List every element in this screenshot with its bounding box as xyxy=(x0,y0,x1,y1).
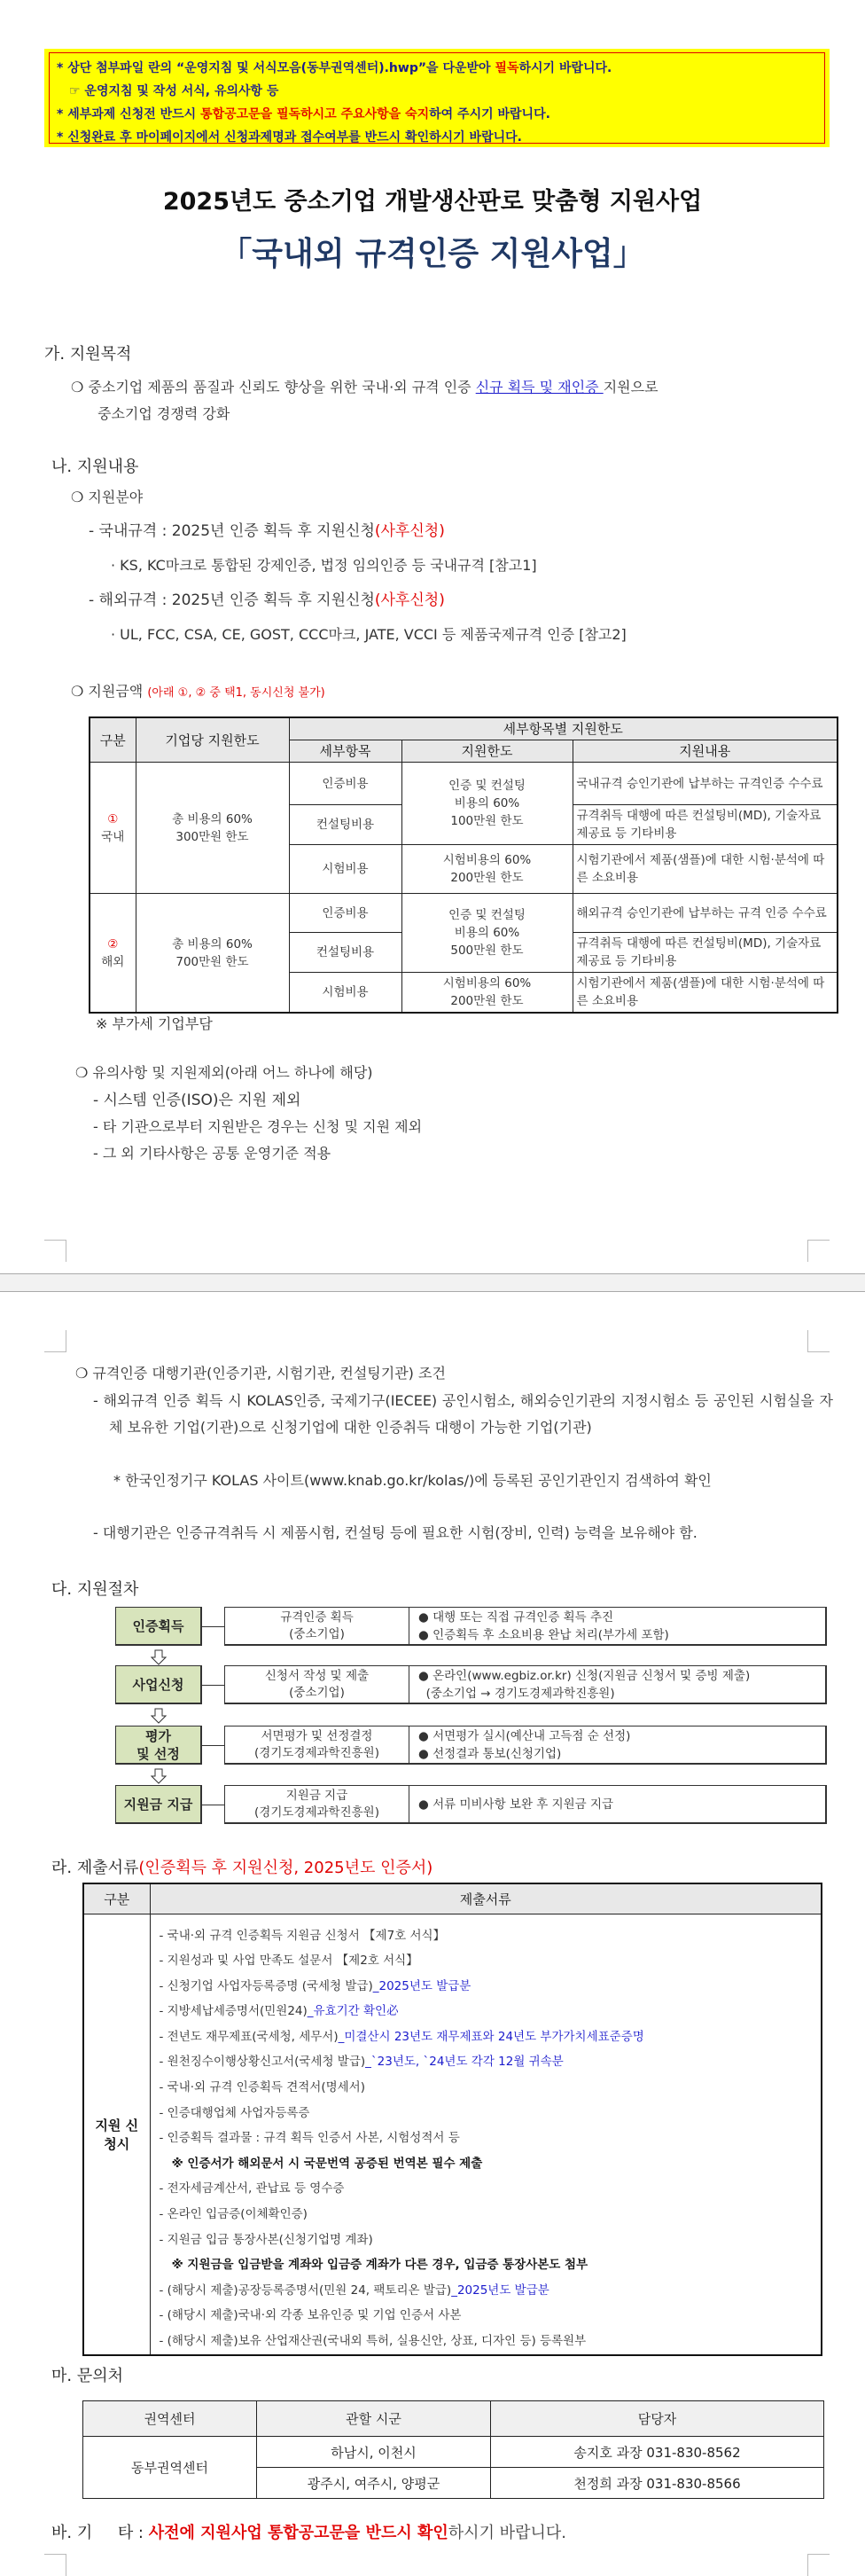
procedure-step: 지원금 지급 xyxy=(115,1785,202,1824)
document-item: - 인증획득 결과물 : 규격 획득 인증서 사본, 시험성적서 등 xyxy=(159,2131,460,2146)
page-corner-mark xyxy=(807,1240,830,1262)
table-row: 시험비용 시험비용의 60% 200만원 한도 시험기관에서 제품(샘플)에 대한 시험·분석에 따른 소요비용 xyxy=(90,845,838,894)
document-item: - 지원성과 및 사업 만족도 설문서 【제2호 서식】 xyxy=(159,1954,418,1969)
page-corner-mark xyxy=(44,2554,66,2576)
page-corner-mark xyxy=(44,1330,66,1352)
domestic-line: - 국내규격 : 2025년 인증 획득 후 지원신청(사후신청) xyxy=(89,522,445,540)
notice-line-2: ☞ 운영지침 및 작성 서식, 유의사항 등 xyxy=(69,84,279,98)
section-heading-purpose: 가. 지원목적 xyxy=(44,345,132,364)
procedure-detail: 규격인증 획득 (중소기업) ● 대행 또는 직접 규격인증 획득 추진 ● 인증획득 후 소요비용 완납 처리(부가세 포함) xyxy=(224,1607,827,1646)
arrow-down-icon xyxy=(151,1768,167,1784)
procedure-desc: ● 대행 또는 직접 규격인증 획득 추진 xyxy=(418,1609,614,1625)
table-row: 시험비용 시험비용의 60% 200만원 한도 시험기관에서 제품(샘플)에 대한 시험·분석에 따른 소요비용 xyxy=(90,973,838,1014)
arrow-down-icon xyxy=(151,1708,167,1724)
procedure-desc: (중소기업 → 경기도경제과학진흥원) xyxy=(418,1686,615,1701)
agency-item: - 대행기관은 인증규격취득 시 제품시험, 컨설팅 등에 필요한 시험(장비, 인력) 능력을 보유해야 함. xyxy=(93,1524,697,1541)
support-amount-table: 구분 기업당 지원한도 세부항목별 지원한도 세부항목 지원한도 지원내용 ① 국내 총 비용의 60% 300만원 한도 인증비용 인증 및 컨설팅 비용의 60% 100만원 한도 국내규격 승인기관에 납부하는 규격인증 수수료 컨설팅비용 규격취득 대행에 따른 컨설팅비(MD), 기술자료 제공료 등 기타비용 시험비용 시험비용의 60% 200만원 한도 시험기관에서 제품(샘플)에 대한 시험·분석에 따른 소요비용 ② 해외 총 비용의 60% 700만원 한도 인증비용 인증 및 컨설팅 비용의 60% 500만원 한도 해외규격 승인기관에 납부하는 규격 인증 수수료 컨설팅비용 규격취득 대행에 따른 컨설팅비(MD), 기술자료 제공료 등 기타비용 시험비용 시험비용의 60% 200만원 한도 시험기관에서 제품(샘플)에 대한 시험·분석에 따른 소요비용 xyxy=(89,716,838,1014)
document-item: - 원천징수이행상황신고서(국세청 발급)_`23년도, `24년도 각각 12월 귀속분 xyxy=(159,2055,564,2070)
section-heading-contact: 마. 문의처 xyxy=(51,2367,123,2385)
table-row: 동부권역센터 하남시, 이천시 송지호 과장 031-830-8562 xyxy=(83,2437,824,2468)
procedure-desc: ● 서류 미비사항 보완 후 지원금 지급 xyxy=(418,1797,614,1812)
procedure-detail: 지원금 지급 (경기도경제과학진흥원) ● 서류 미비사항 보완 후 지원금 지급 xyxy=(224,1785,827,1824)
connector-line xyxy=(202,1685,224,1686)
page-corner-mark xyxy=(807,1330,830,1352)
notice-line-3: * 세부과제 신청전 반드시 통합공고문을 필독하시고 주요사항을 숙지하여 주시기 바랍니다. xyxy=(57,107,550,121)
caution-item: - 그 외 기타사항은 공통 운영기준 적용 xyxy=(93,1145,331,1162)
etc-line: 바. 기 타 : 사전에 지원사업 통합공고문을 반드시 확인하시기 바랍니다. xyxy=(51,2524,566,2542)
document-item: - 지방세납세증명서(민원24)_유효기간 확인必 xyxy=(159,2004,399,2019)
procedure-step: 인증획득 xyxy=(115,1607,202,1646)
agency-note: * 한국인정기구 KOLAS 사이트(www.knab.go.kr/kolas/)에 등록된 공인기관인지 검색하여 확인 xyxy=(113,1472,712,1489)
page-separator xyxy=(0,1273,865,1292)
agency-item: - 해외규격 인증 획득 시 KOLAS인증, 국제기구(IECEE) 공인시험소, 해외승인기관의 지정시험소 등 공인된 시험실을 자체 보유한 기업(기관)으로 신청기업에 대한 인증취득 대행이 가능한 기업(기관) xyxy=(93,1392,833,1436)
document-item: - 지원금 입금 통장사본(신청기업명 계좌) xyxy=(159,2232,373,2247)
document-item: - (해당시 제출)보유 산업재산권(국내외 특허, 실용신안, 상표, 디자인 등) 등록원부 xyxy=(159,2334,587,2348)
procedure-detail: 신청서 작성 및 제출 (중소기업) ● 온라인(www.egbiz.or.kr) 신청(지원금 신청서 및 증빙 제출) (중소기업 → 경기도경제과학진흥원) xyxy=(224,1665,827,1704)
arrow-down-icon xyxy=(151,1649,167,1665)
document-item: - (해당시 제출)공장등록증명서(민원 24, 팩토리온 발급)_2025년도 발급분 xyxy=(159,2282,549,2298)
connector-line xyxy=(202,1626,224,1627)
caution-title: ❍ 유의사항 및 지원제외(아래 어느 하나에 해당) xyxy=(75,1064,373,1081)
table-row: ② 해외 총 비용의 60% 700만원 한도 인증비용 인증 및 컨설팅 비용의 60% 500만원 한도 해외규격 승인기관에 납부하는 규격 인증 수수료 xyxy=(90,894,838,933)
section-heading-content: 나. 지원내용 xyxy=(51,458,139,476)
page-title: 2025년도 중소기업 개발생산판로 맞춤형 지원사업 xyxy=(162,188,703,215)
document-item: - (해당시 제출)국내·외 각종 보유인증 및 기업 인증서 사본 xyxy=(159,2308,462,2323)
section-heading-documents: 라. 제출서류(인증획득 후 지원신청, 2025년도 인증서) xyxy=(51,1859,433,1877)
notice-line-1: * 상단 첨부파일 란의 “운영지침 및 서식모음(동부권역센터).hwp”을 다운받아 필독하시기 바랍니다. xyxy=(57,61,612,75)
connector-line xyxy=(202,1745,224,1746)
procedure-desc: ● 인증획득 후 소요비용 완납 처리(부가세 포함) xyxy=(418,1627,669,1642)
vat-note: ※ 부가세 기업부담 xyxy=(96,1015,213,1032)
page-subtitle: 「국내외 규격인증 지원사업」 xyxy=(220,236,645,272)
document-item: - 인증대행업체 사업자등록증 xyxy=(159,2105,310,2120)
purpose-text: ❍ 중소기업 제품의 품질과 신뢰도 향상을 위한 국내·외 규격 인증 신규 획득 및 재인증 지원으로 중소기업 경쟁력 강화 xyxy=(71,379,658,422)
procedure-step: 사업신청 xyxy=(115,1665,202,1704)
page-corner-mark xyxy=(44,1240,66,1262)
documents-category: 지원 신청시 xyxy=(83,1914,150,2355)
notice-line-4: * 신청완료 후 마이페이지에서 신청과제명과 접수여부를 반드시 확인하시기 바랍니다. xyxy=(57,130,522,145)
procedure-detail: 서면평가 및 선정결정 (경기도경제과학진흥원) ● 서면평가 실시(예산내 고득점 순 선정) ● 선정결과 통보(신청기업) xyxy=(224,1726,827,1765)
document-item: - 국내·외 규격 인증획득 지원금 신청서 【제7호 서식】 xyxy=(159,1928,446,1943)
domestic-detail: · KS, KC마크로 통합된 강제인증, 법정 임의인증 등 국내규격 [참고1] xyxy=(111,557,537,574)
field-title: ❍ 지원분야 xyxy=(71,489,144,505)
new-cert-link[interactable]: 신규 획득 및 재인증 xyxy=(475,379,604,395)
amount-title: ❍ 지원금액 (아래 ①, ② 중 택1, 동시신청 불가) xyxy=(71,683,325,700)
table-row: 컨설팅비용 규격취득 대행에 따른 컨설팅비(MD), 기술자료 제공료 등 기타비용 xyxy=(90,933,838,973)
document-item: ※ 지원금을 입금받을 계좌와 입금증 계좌가 다른 경우, 입금증 통장사본도 첨부 xyxy=(159,2258,588,2273)
documents-table: 구분 제출서류 지원 신청시 - 국내·외 규격 인증획득 지원금 신청서 【제7호 서식】 - 지원성과 및 사업 만족도 설문서 【제2호 서식】 - 신청기업 사업자등록증명 (국세청 발급)_2025년도 발급분 - 지방세납세증명서(민원24)_유효기간 확인必 - 전년도 재무제표(국세청, 세무서)_미결산시 23년도 재무제표와 24년도 부가가치세표준증명 - 원천징수이행상황신고서(국세청 발급)_`23년도, `24년도 각각 12월 귀속분 - 국내·외 규격 인증획득 견적서(명세서) - 인증대행업체 사업자등록증 - 인증획득 결과물 : 규격 획득 인증서 사본, 시험성적서 등 ※ 인증서가 해외문서 시 국문번역 공증된 번역본 필수 제출 - 전자세금계산서, 관납료 등 영수증 - 온라인 입금증(이체확인증) - 지원금 입금 통장사본(신청기업명 계좌) ※ 지원금을 입금받을 계좌와 입금증 계좌가 다른 경우, 입금증 통장사본도 첨부 - (해당시 제출)공장등록증명서(민원 24, 팩토리온 발급)_2025년도 발급분 - (해당시 제출)국내·외 각종 보유인증 및 기업 인증서 사본 - (해당시 제출)보유 산업재산권(국내외 특허, 실용신안, 상표, 디자인 등) 등록원부 xyxy=(82,1883,822,2356)
page-corner-mark xyxy=(807,2554,830,2576)
caution-item: - 타 기관으로부터 지원받은 경우는 신청 및 지원 제외 xyxy=(93,1118,423,1135)
procedure-desc: ● 선정결과 통보(신청기업) xyxy=(418,1746,562,1761)
notice-box xyxy=(44,49,830,147)
document-item: - 신청기업 사업자등록증명 (국세청 발급)_2025년도 발급분 xyxy=(159,1978,471,1993)
overseas-detail: · UL, FCC, CSA, CE, GOST, CCC마크, JATE, VCCI 등 제품국제규격 인증 [참고2] xyxy=(111,626,627,643)
document-item: - 전자세금계산서, 관납료 등 영수증 xyxy=(159,2181,345,2196)
caution-item: - 시스템 인증(ISO)은 지원 제외 xyxy=(93,1092,301,1109)
section-heading-procedure: 다. 지원절차 xyxy=(51,1580,139,1599)
document-item: - 국내·외 규격 인증획득 견적서(명세서) xyxy=(159,2080,365,2095)
document-item: - 전년도 재무제표(국세청, 세무서)_미결산시 23년도 재무제표와 24년도 부가가치세표준증명 xyxy=(159,2029,644,2044)
document-item: ※ 인증서가 해외문서 시 국문번역 공증된 번역본 필수 제출 xyxy=(159,2156,483,2171)
table-row: 컨설팅비용 규격취득 대행에 따른 컨설팅비(MD), 기술자료 제공료 등 기타비용 xyxy=(90,805,838,845)
document-item: - 온라인 입금증(이체확인증) xyxy=(159,2207,308,2222)
overseas-line: - 해외규격 : 2025년 인증 획득 후 지원신청(사후신청) xyxy=(89,591,445,609)
procedure-step: 평가 및 선정 xyxy=(115,1726,202,1765)
procedure-desc: ● 서면평가 실시(예산내 고득점 순 선정) xyxy=(418,1728,631,1743)
table-row: ① 국내 총 비용의 60% 300만원 한도 인증비용 인증 및 컨설팅 비용의 60% 100만원 한도 국내규격 승인기관에 납부하는 규격인증 수수료 xyxy=(90,763,838,805)
table-row: 광주시, 여주시, 양평군 천정희 과장 031-830-8566 xyxy=(83,2468,824,2499)
agency-title: ❍ 규격인증 대행기관(인증기관, 시험기관, 컨설팅기관) 조건 xyxy=(75,1365,446,1382)
contact-table: 권역센터 관할 시군 담당자 동부권역센터 하남시, 이천시 송지호 과장 031-830-8562 광주시, 여주시, 양평군 천정희 과장 031-830-8566 xyxy=(82,2400,824,2499)
procedure-desc: ● 온라인(www.egbiz.or.kr) 신청(지원금 신청서 및 증빙 제출) xyxy=(418,1668,751,1683)
